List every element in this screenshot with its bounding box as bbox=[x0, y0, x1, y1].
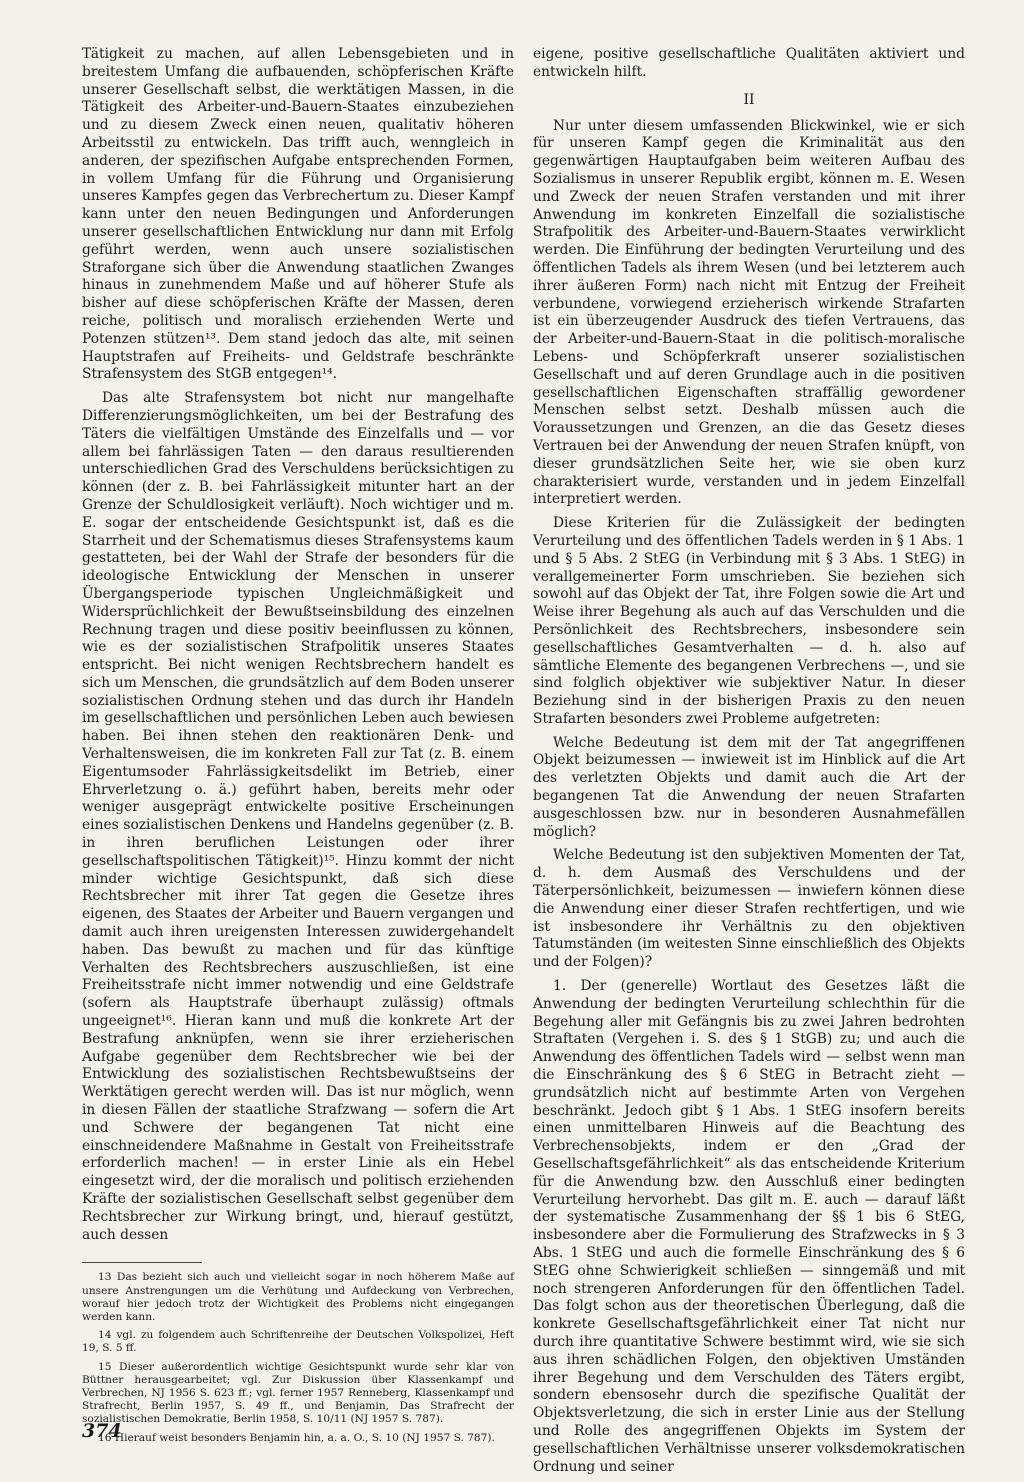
paragraph: Nur unter diesem umfassenden Blickwinkel, wie er sich für unseren Kampf gegen die Kriminalität aus den gegenwärtigen Hauptaufgaben beim weiteren Aufbau des Sozialismus in unserer Republik ergibt, können m. E. Wesen und Zweck der neuen Strafen verstanden und mit ihrer Anwendung im konkreten Einzelfall die sozialistische Strafpolitik des Arbeiter-und-Bauern-Staates verwirklicht werden. Die Einführung der bedingten Verurteilung und des öffentlichen Tadels als ihrem Wesen (und bei letzterem auch ihrer äußeren Form) nach nicht mit Entzug der Freiheit verbundene, vorwiegend erzieherisch wirkende Strafarten ist ein überzeugender Ausdruck des tiefen Vertrauens, das der Arbeiter-und-Bauern-Staat in die politisch-moralische Lebens- und Schöpferkraft unserer sozialistischen Gesellschaft und auf deren Grundlage auch in die positiven gesellschaftlichen Eigenschaften straffällig gewordener Menschen selbst setzt. Deshalb müssen auch die Voraussetzungen und Grenzen, an die das Gesetz dieses Vertrauen bei der Anwendung der neuen Strafen knüpft, von dieser grundsätzlichen Seite her, wie sie oben kurz charakterisiert wurde, verstanden und in jedem Einzelfall interpretiert werden. bbox=[533, 117, 965, 508]
paragraph: Tätigkeit zu machen, auf allen Lebensgebieten und in breitestem Umfang die aufbauenden, schöpferischen Kräfte unserer Gesellschaft selbst, die werktätigen Massen, in die Tätigkeit des Arbeiter-und-Bauern-Staates einzubeziehen und zu diesem Zweck einen neuen, qualitativ höheren Arbeitsstil zu entwickeln. Das trifft auch, wenngleich in anderen, der spezifischen Aufgabe entsprechenden Formen, in vollem Umfang für die Führung und Organisierung unseres Kampfes gegen das Verbrechertum zu. Dieser Kampf kann unter den neuen Bedingungen und Anforderungen unserer gesellschaftlichen Entwicklung nur dann mit Erfolg geführt werden, wenn auch unsere sozialistischen Straforgane sich über die Anwendung staatlichen Zwanges hinaus in zunehmendem Maße und auf höherer Stufe als bisher auf diese schöpferischen Kräfte der Massen, deren reiche, politisch und moralisch erziehenden Werte und Potenzen stützen¹³. Dem stand jedoch das alte, mit seinen Hauptstrafen auf Freiheits- und Geldstrafe beschränkte Strafensystem des StGB entgegen¹⁴. bbox=[82, 46, 514, 383]
paragraph: Das alte Strafensystem bot nicht nur mangelhafte Differenzierungsmöglichkeiten, um bei der Bestrafung des Täters die vielfältigen Umstände des Einzelfalls und — vor allem bei fahrlässigen Taten — den daraus resultierenden unterschiedlichen Grad des Verschuldens berücksichtigen zu können (der z. B. bei Fahrlässigkeit mitunter hart an der Grenze der Schuldlosigkeit verläuft). Noch wichtiger und m. E. sogar der entscheidende Gesichtspunkt ist, daß es die Starrheit und der Schematismus dieses Strafensystems kaum gestatteten, bei der Wahl der Strafe der besonders für die ideologische Entwicklung der Menschen in unserer Übergangsperiode typischen Ungleichmäßigkeit und Widersprüchlichkeit der Bewußtseinsbildung des einzelnen Rechnung tragen und diese positiv beeinflussen zu können, wie es der sozialistischen Strafpolitik unseres Staates entspricht. Bei nicht wenigen Rechtsbrechern handelt es sich um Menschen, die grundsätzlich auf dem Boden unserer sozialistischen Ordnung stehen und das durch ihr Handeln im gesellschaftlichen und persönlichen Leben auch bewiesen haben. Bei ihnen stehen den reaktionären Denk- und Verhaltensweisen, die im konkreten Fall zur Tat (z. B. einem Eigentumsoder Fahrlässigkeitsdelikt im Betrieb, einer Ehrverletzung o. ä.) geführt haben, bereits mehr oder weniger ausgeprägt entwickelte positive Erscheinungen eines sozialistischen Denkens und Handelns gegenüber (z. B. in ihren beruflichen Leistungen oder ihrer gesellschaftspolitischen Tätigkeit)¹⁵. Hinzu kommt der nicht minder wichtige Gesichtspunkt, daß sich diese Rechtsbrecher mit ihrer Tat gegen die Gesetze ihres eigenen, des Staates der Arbeiter und Bauern vergangen und damit auch ihren ureigensten Interessen zuwidergehandelt haben. Das bewußt zu machen und für das künftige Verhalten des Rechtsbrechers auszuschließen, ist eine Freiheitsstrafe nicht immer notwendig und eine Geldstrafe (sofern als Hauptstrafe überhaupt zulässig) oftmals ungeeignet¹⁶. Hieran kann und muß die konkrete Art der Bestrafung anknüpfen, wenn sie ihrer erzieherischen Aufgabe gegenüber dem Rechtsbrecher wie bei der Entwicklung des sozialistischen Rechtsbewußtseins der Werktätigen gerecht werden will. Das ist nur möglich, wenn in diesen Fällen der staatliche Strafzwang — sofern die Art und Schwere der begangenen Tat nicht eine einschneidendere Maßnahme in Gestalt von Freiheitsstrafe erforderlich machen! — in erster Linie als ein Hebel eingesetzt wird, der die moralisch und politisch erziehenden Kräfte der sozialistischen Gesellschaft selbst gegenüber dem Rechtsbrecher zur Wirkung bringt, und, hierauf gestützt, auch dessen bbox=[82, 390, 514, 1243]
paragraph: eigene, positive gesellschaftliche Qualitäten aktiviert und entwickeln hilft. bbox=[533, 46, 965, 80]
footnote: 15 Dieser außerordentlich wichtige Gesichtspunkt wurde sehr klar von Büttner herausgearbeitet; vgl. Zur Diskussion über Klassenkampf und Verbrechen, NJ 1956 S. 623 ff.; vgl. ferner 1957 Renneberg, Klassenkampf und Strafrecht, Berlin 1957, S. 49 ff., und Benjamin, Das Strafrecht der sozialistischen Demokratie, Berlin 1958, S. 10/11 (NJ 1957 S. 787). bbox=[82, 1360, 514, 1426]
paragraph: Welche Bedeutung ist dem mit der Tat angegriffenen Objekt beizumessen — inwieweit ist im Hinblick auf die Art des verletzten Objekts und damit auch die Art der begangenen Tat die Anwendung der neuen Strafarten ausgeschlossen bzw. nur in besonderen Ausnahmefällen möglich? bbox=[533, 734, 965, 840]
right-column bbox=[533, 46, 965, 1482]
page-number: 374 bbox=[82, 1420, 122, 1442]
footnote: 13 Das bezieht sich auch und vielleicht sogar in noch höherem Maße auf unsere Anstrengungen um die Verhütung und Aufdeckung von Verbrechen, worauf hier jedoch trotz der Wichtigkeit des Problems nicht eingegangen werden kann. bbox=[82, 1271, 514, 1323]
footnotes bbox=[82, 1256, 514, 1444]
paragraph: Diese Kriterien für die Zulässigkeit der bedingten Verurteilung und des öffentlichen Tadels werden in § 1 Abs. 1 und § 5 Abs. 2 StEG (in Verbindung mit § 3 Abs. 1 StEG) in verallgemeinerter Form umschrieben. Sie beziehen sich sowohl auf das Objekt der Tat, ihre Folgen sowie die Art und Weise ihrer Begehung als auch auf das Verschulden und die Persönlichkeit des Rechtsbrechers, insbesondere sein gesellschaftliches Gesamtverhalten — d. h. also auf sämtliche Elemente des begangenen Verbrechens —, und sie sind folglich objektiver wie subjektiver Natur. In dieser Beziehung sind in der bisherigen Praxis zu den neuen Strafarten besonders zwei Probleme aufgetreten: bbox=[533, 515, 965, 727]
paragraph: 1. Der (generelle) Wortlaut des Gesetzes läßt die Anwendung der bedingten Verurteilung schlechthin für die Begehung aller mit Gefängnis bis zu zwei Jahren bedrohten Straftaten (Vergehen i. S. des § 1 StGB) zu; und auch die Anwendung des öffentlichen Tadels wird — selbst wenn man die Einschränkung des § 6 StEG in Betracht zieht — grundsätzlich nicht auf bestimmte Arten von Vergehen beschränkt. Jedoch gibt § 1 Abs. 1 StEG insofern bereits einen unmittelbaren Hinweis auf die Beachtung des Verbrechensobjekts, indem er den „Grad der Gesellschaftsgefährlichkeit“ als das entscheidende Kriterium für die Anwendung bzw. den Ausschluß einer bedingten Verurteilung hervorhebt. Das gilt m. E. auch — darauf läßt der systematische Zusammenhang der §§ 1 bis 6 StEG, insbesondere aber die Formulierung des Strafzwecks in § 3 Abs. 1 StEG und auch die formelle Einschränkung des § 6 StEG ohne Schwierigkeit schließen — sinngemäß und mit noch strengeren Anforderungen für den öffentlichen Tadel. Das folgt schon aus der theoretischen Überlegung, daß die konkrete Gesellschaftsgefährlichkeit einer Tat nicht nur durch ihre quantitative Schwere bestimmt wird, wie sie sich aus ihren schädlichen Folgen, den objektiven Umständen ihrer Begehung und dem Verschulden des Täters ergibt, sondern ebensosehr durch die spezifische Qualität der Objektsverletzung, die sich in erster Linie aus der Stellung und Rolle des angegriffenen Objekts im System der gesellschaftlichen Verhältnisse unserer volksdemokratischen Ordnung und seiner bbox=[533, 978, 965, 1475]
footnote: 14 vgl. zu folgendem auch Schriftenreihe der Deutschen Volkspolizei, Heft 19, S. 5 ff. bbox=[82, 1329, 514, 1355]
paragraph: Welche Bedeutung ist den subjektiven Momenten der Tat, d. h. dem Ausmaß des Verschuldens und der Täterpersönlichkeit, beizumessen — inwiefern können diese die Anwendung einer dieser Strafen rechtfertigen, und wie ist insbesondere ihr Verhältnis zu den objektiven Tatumständen (im weitesten Sinne einschließlich des Objekts und der Folgen)? bbox=[533, 847, 965, 971]
section-heading: II bbox=[743, 91, 755, 108]
left-column bbox=[82, 46, 514, 1450]
footnote: 16 Hierauf weist besonders Benjamin hin, a. a. O., S. 10 (NJ 1957 S. 787). bbox=[98, 1431, 495, 1444]
